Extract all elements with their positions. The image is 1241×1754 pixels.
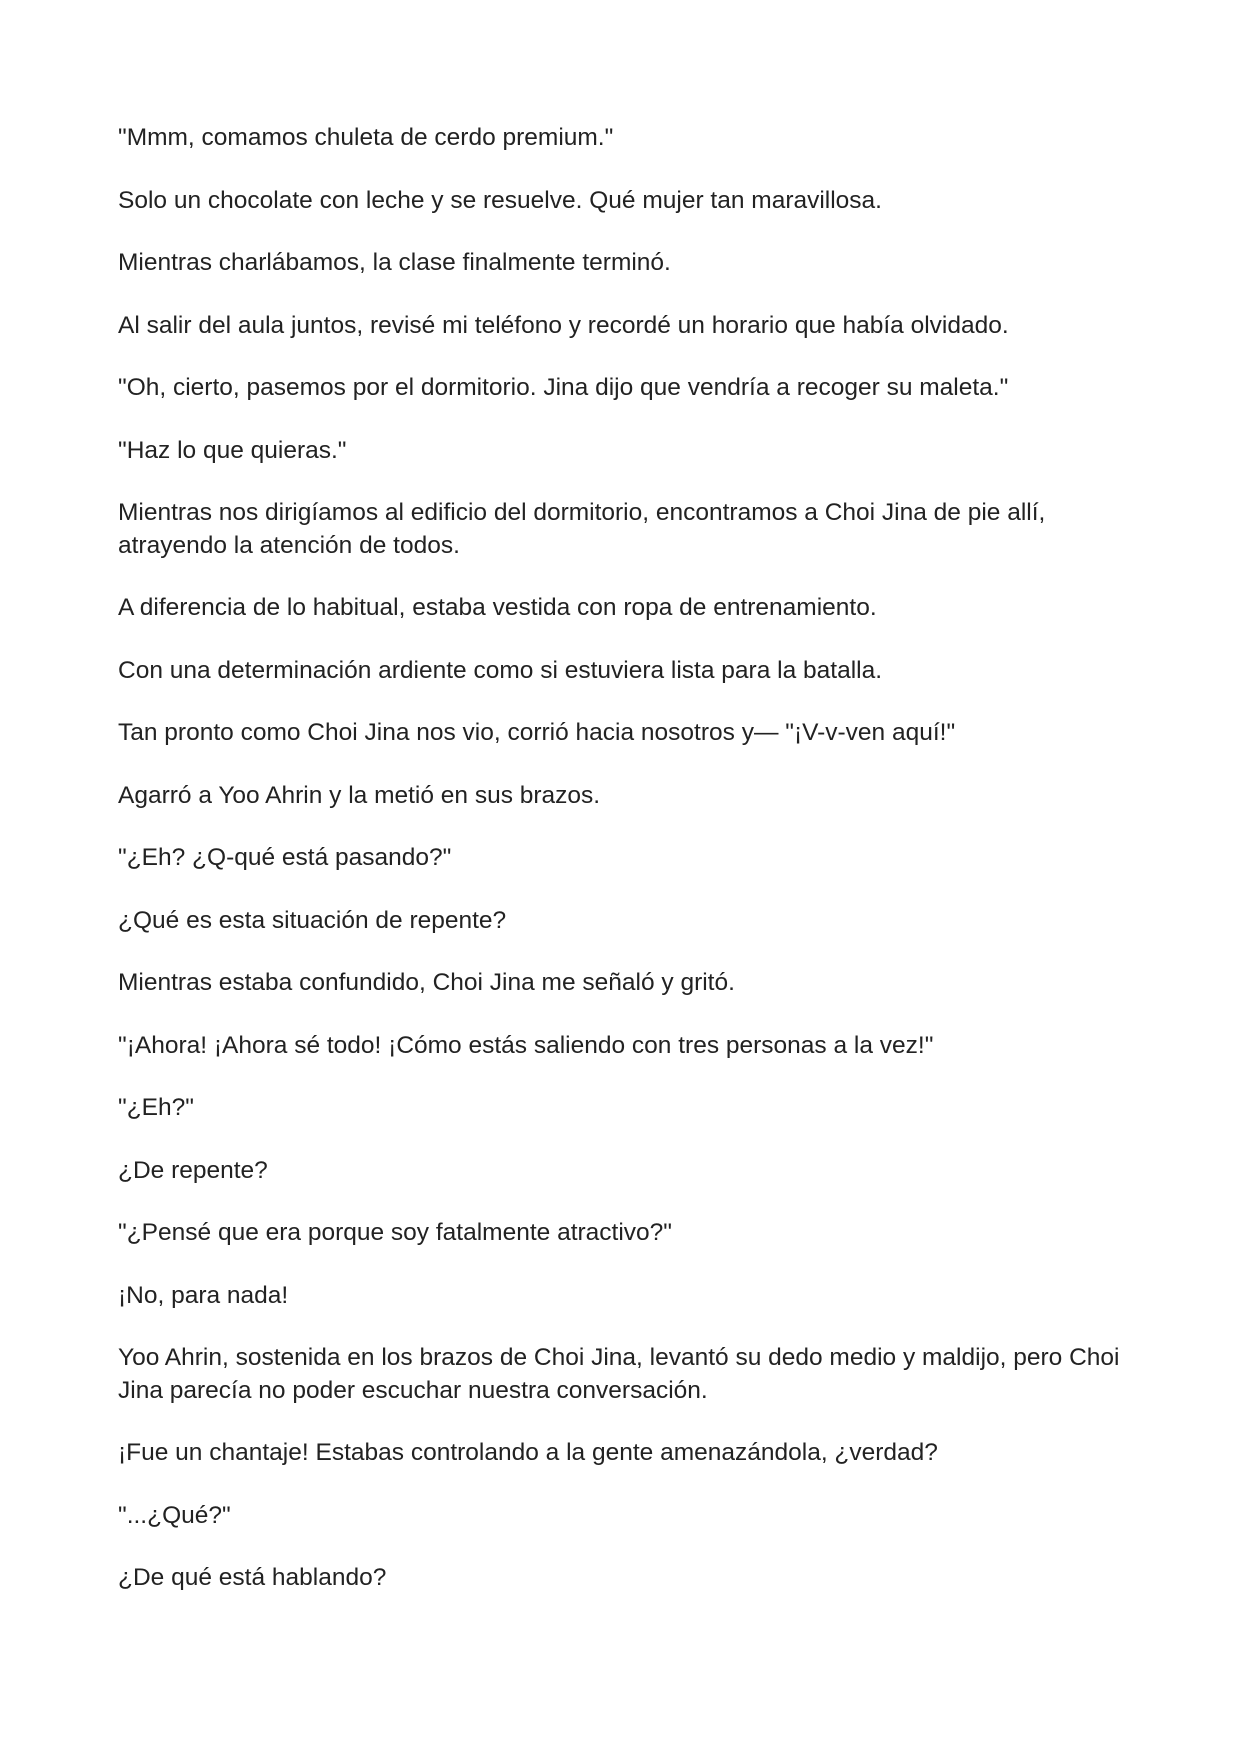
paragraph: "...¿Qué?" <box>118 1501 231 1529</box>
paragraph: "Haz lo que quieras." <box>118 436 347 464</box>
paragraph: ¿Qué es esta situación de repente? <box>118 906 507 934</box>
paragraph: A diferencia de lo habitual, estaba vestida con ropa de entrenamiento. <box>118 594 877 621</box>
paragraph: Al salir del aula juntos, revisé mi teléfono y recordé un horario que había olvidado. <box>118 311 1009 339</box>
paragraph: Con una determinación ardiente como si estuviera lista para la batalla. <box>118 656 883 684</box>
paragraph: "Mmm, comamos chuleta de cerdo premium." <box>118 124 614 151</box>
paragraph: ¡No, para nada! <box>118 1281 289 1309</box>
paragraph: "¿Pensé que era porque soy fatalmente atractivo?" <box>118 1219 672 1246</box>
paragraph: "¡Ahora! ¡Ahora sé todo! ¡Cómo estás saliendo con tres personas a la vez!" <box>118 1031 934 1059</box>
paragraph: "Oh, cierto, pasemos por el dormitorio. Jina dijo que vendría a recoger su maleta." <box>118 374 1009 401</box>
paragraph: Yoo Ahrin, sostenida en los brazos de Choi Jina, levantó su dedo medio y maldijo, pero Choi Jina parecía no poder escuchar nuestra conversación. <box>118 1344 1120 1404</box>
paragraph: ¿De qué está hablando? <box>118 1564 387 1591</box>
paragraph: Tan pronto como Choi Jina nos vio, corrió hacia nosotros y— "¡V-v-ven aquí!" <box>118 719 956 746</box>
paragraph: "¿Eh? ¿Q-qué está pasando?" <box>118 844 452 871</box>
paragraph: ¿De repente? <box>118 1156 268 1184</box>
paragraph: Mientras charlábamos, la clase finalmente terminó. <box>118 249 671 276</box>
paragraph: "¿Eh?" <box>118 1094 194 1121</box>
paragraph: Mientras estaba confundido, Choi Jina me señaló y gritó. <box>118 969 735 996</box>
paragraph: ¡Fue un chantaje! Estabas controlando a la gente amenazándola, ¿verdad? <box>118 1439 938 1466</box>
paragraph: Mientras nos dirigíamos al edificio del dormitorio, encontramos a Choi Jina de pie allí, atrayendo la atención de todos. <box>118 499 1046 559</box>
paragraph: Solo un chocolate con leche y se resuelve. Qué mujer tan maravillosa. <box>118 186 882 214</box>
document-page <box>118 122 1128 1625</box>
paragraph: Agarró a Yoo Ahrin y la metió en sus brazos. <box>118 781 601 809</box>
